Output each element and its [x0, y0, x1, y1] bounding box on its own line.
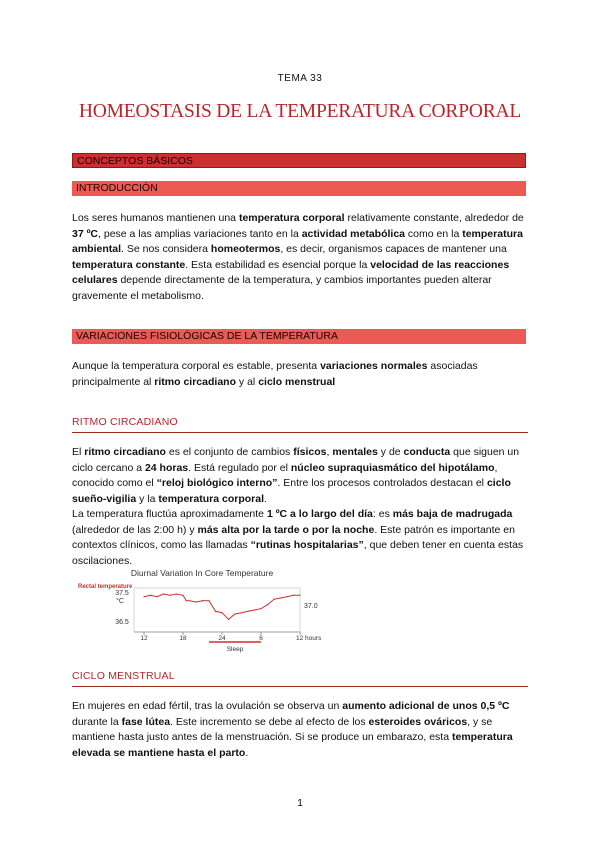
- temperature-point: [215, 611, 216, 612]
- menstrual-paragraph: En mujeres en edad fértil, tras la ovulación se observa un aumento adicional de unos 0,5 ºC durante la fase lútea. Este incremento se debe al efecto de los esteroides ováricos, y se mantiene hasta justo antes de la menstruación. Si se produce un embarazo, esta temperatura elevada se mantiene hasta el parto.: [72, 700, 513, 759]
- temperature-point: [143, 596, 144, 597]
- page-number: 1: [297, 797, 303, 809]
- topic-label: TEMA 33: [277, 73, 323, 84]
- section-header-basic-concepts: CONCEPTOS BÁSICOS: [72, 153, 526, 168]
- temperature-point: [195, 601, 196, 602]
- x-tick-label: 12: [140, 635, 148, 642]
- temperature-point: [247, 611, 248, 612]
- temperature-point: [254, 609, 255, 610]
- page-title: HOMEOSTASIS DE LA TEMPERATURA CORPORAL: [78, 101, 522, 122]
- temperature-point: [176, 593, 177, 594]
- temperature-point: [182, 595, 183, 596]
- x-tick-label: 24: [218, 635, 226, 642]
- chart-right-label: 37.0: [304, 603, 318, 610]
- subsection-circadian: RITMO CIRCADIANO: [72, 416, 528, 433]
- section-header-variations: VARIACIONES FISIOLÓGICAS DE LA TEMPERATURA: [72, 329, 526, 344]
- temperature-chart: [72, 566, 342, 658]
- temperature-points: [143, 593, 300, 620]
- temperature-point: [234, 613, 235, 614]
- x-tick-label: 6: [259, 635, 263, 642]
- temperature-point: [241, 612, 242, 613]
- temperature-point: [150, 595, 151, 596]
- x-ticks: [140, 632, 322, 642]
- temperature-point: [169, 595, 170, 596]
- sleep-label: Sleep: [226, 646, 244, 653]
- circadian-paragraph: El ritmo circadiano es el conjunto de cambios físicos, mentales y de conducta que siguen un ciclo cercano a 24 horas. Está regulado por el núcleo supraquiasmático del hipotálamo, conocido como el “reloj biológico interno”. Entre los procesos controlados destacan el ciclo sueño-vigilia y la temperatura corporal. La temperatura fluctúa aproximadamente 1 ºC a lo largo del día: es más baja de madrugada (alrededor de las 2:00 h) y más alta por la tarde o por la noche. Este patrón es importante en contextos clínicos, como las llamadas “rutinas hospitalarias”, que deben tener en cuenta estas oscilaciones.: [72, 446, 524, 567]
- temperature-point: [286, 596, 287, 597]
- x-tick-label: 18: [179, 635, 187, 642]
- temperature-point: [280, 597, 281, 598]
- temperature-series-line: [144, 594, 300, 619]
- temperature-point: [156, 596, 157, 597]
- temperature-point: [163, 593, 164, 594]
- subsection-menstrual: CICLO MENSTRUAL: [72, 670, 528, 687]
- chart-series-label: Rectal temperature: [78, 584, 133, 590]
- variations-paragraph: Aunque la temperatura corporal es estable, presenta variaciones normales asociadas principalmente al ritmo circadiano y al ciclo menstrual: [72, 360, 478, 388]
- temperature-point: [186, 600, 187, 601]
- temperature-point: [208, 600, 209, 601]
- temperature-point: [228, 619, 229, 620]
- intro-paragraph: Los seres humanos mantienen una temperatura corporal relativamente constante, alrededor de 37 ºC, pese a las amplias variaciones tanto en la actividad metabólica como en la temperatura ambiental. Se nos considera homeotermos, es decir, organismos capaces de mantener una temperatura constante. Esta estabilidad es esencial porque la velocidad de las reacciones celulares depende directamente de la temperatura, y cambios importantes pueden alterar gravemente el metabolismo.: [72, 212, 524, 302]
- temperature-point: [299, 595, 300, 596]
- section-header-introduction: INTRODUCCIÓN: [72, 181, 526, 196]
- x-tick-label: 12 hours: [296, 635, 322, 642]
- y-tick-low: 36.5: [115, 619, 129, 626]
- temperature-point: [273, 599, 274, 600]
- temperature-point: [260, 608, 261, 609]
- temperature-point: [189, 600, 190, 601]
- temperature-point: [221, 612, 222, 613]
- temperature-point: [267, 604, 268, 605]
- chart-frame: [134, 588, 300, 632]
- y-tick-high: 37.5: [115, 590, 129, 597]
- y-axis-label: °C: [116, 598, 124, 605]
- temperature-point: [293, 595, 294, 596]
- temperature-point: [202, 600, 203, 601]
- chart-title: Diurnal Variation In Core Temperature: [130, 568, 274, 578]
